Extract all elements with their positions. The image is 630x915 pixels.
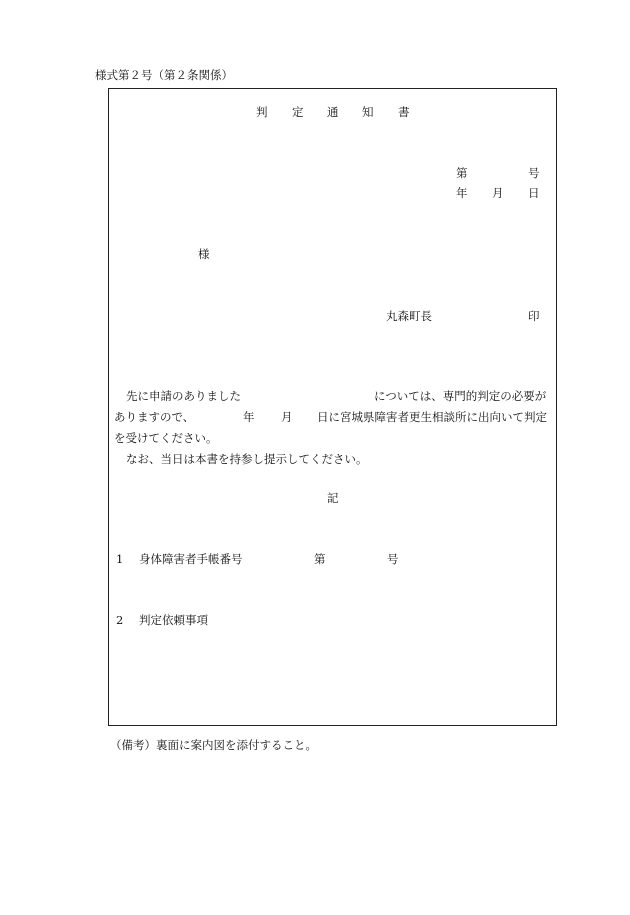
- item-prefix: 第: [314, 552, 326, 566]
- issuer-name: 丸森町長: [386, 309, 432, 323]
- body-line-3: を受けてください。: [114, 431, 218, 445]
- title-char: 書: [398, 105, 410, 119]
- seal-mark: 印: [528, 309, 540, 323]
- date-day: 日: [528, 186, 540, 200]
- form-label: 様式第２号（第２条関係）: [95, 68, 233, 82]
- title-char: 判: [256, 105, 268, 119]
- body-line-2b: 日に宮城県障害者更生相談所に出向いて判定: [317, 410, 547, 424]
- item-label: 判定依頼事項: [139, 613, 208, 627]
- body-line-1b: については、専門的判定の必要が: [374, 389, 547, 403]
- body-line-2-month: 月: [281, 410, 293, 424]
- number-prefix: 第: [456, 166, 468, 180]
- item-number: 1: [116, 552, 124, 566]
- title-char: 定: [292, 105, 304, 119]
- body-line-2a: ありますので、: [114, 410, 195, 424]
- notice-frame: [108, 88, 557, 726]
- body-line-1a: 先に申請のありました: [126, 389, 241, 403]
- date-year: 年: [456, 186, 468, 200]
- title-char: 知: [362, 105, 374, 119]
- body-line-4: なお、当日は本書を持参し提示してください。: [126, 452, 368, 466]
- remarks-note: （備考）裏面に案内図を添付すること。: [110, 738, 317, 752]
- number-suffix: 号: [528, 166, 540, 180]
- addressee-suffix: 様: [198, 247, 210, 261]
- ki-heading: 記: [327, 491, 339, 505]
- body-line-2-year: 年: [243, 410, 255, 424]
- title-char: 通: [327, 105, 339, 119]
- date-month: 月: [492, 186, 504, 200]
- item-suffix: 号: [387, 552, 399, 566]
- item-number: 2: [116, 613, 124, 627]
- item-label: 身体障害者手帳番号: [139, 552, 243, 566]
